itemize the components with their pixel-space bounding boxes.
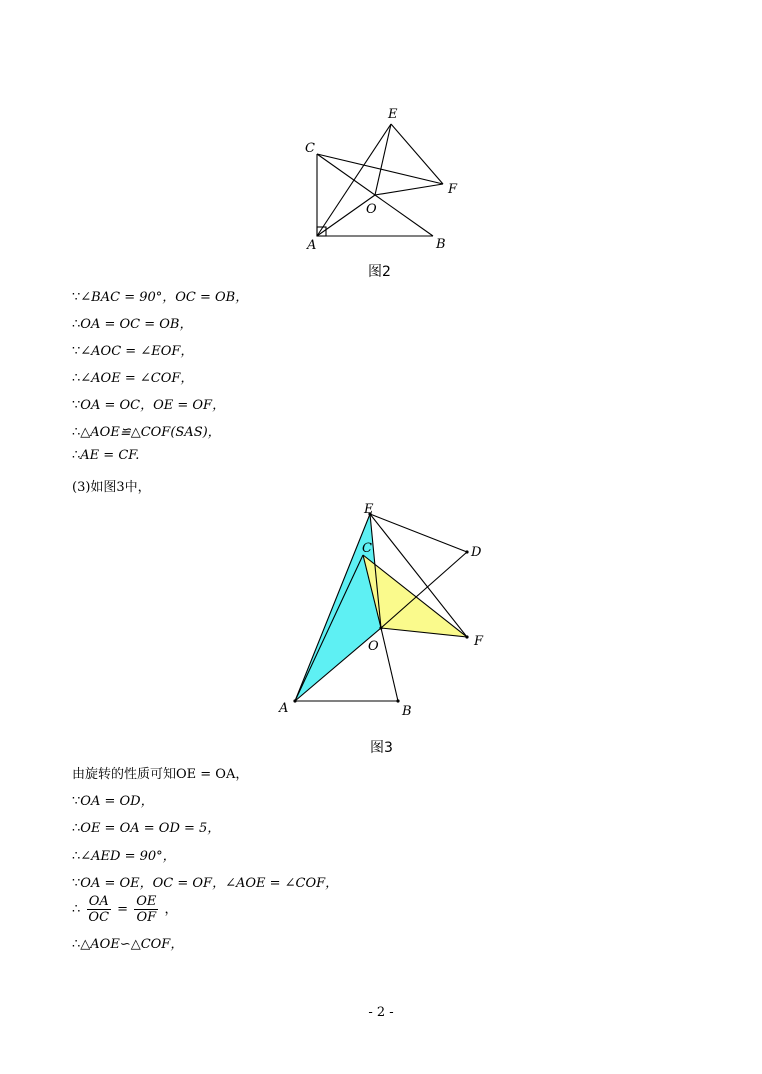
label-a: A — [279, 701, 289, 716]
point-b — [396, 699, 399, 702]
point-a — [293, 699, 296, 702]
proof-line: ∵∠BAC = 90°，OC = OB， — [72, 290, 249, 305]
proof-line: ∵OA = OC，OE = OF， — [72, 398, 226, 413]
figure-3-caption: 图3 — [370, 740, 393, 756]
point-f — [465, 635, 468, 638]
label-f: F — [474, 634, 484, 649]
label-c: C — [305, 141, 315, 156]
label-b: B — [402, 704, 412, 719]
fraction-oe-of: $\frac{OE}{OF}$ — [136, 894, 157, 925]
page-number: - 2 - — [368, 1005, 394, 1020]
point-o — [379, 626, 382, 629]
proof-line: ∵OA = OE，OC = OF，∠AOE = ∠COF， — [72, 876, 339, 891]
label-d: D — [471, 545, 482, 560]
label-a: A — [307, 238, 317, 253]
proof-line: ∴△AOE≌△COF(SAS)， — [72, 425, 221, 440]
segment-ob — [381, 628, 398, 701]
segment-ef — [391, 124, 443, 184]
part3-intro: (3)如图3中， — [72, 480, 151, 495]
segment-cf — [317, 154, 443, 184]
proof-line: ∴OA = OC = OB， — [72, 317, 193, 332]
label-e: E — [364, 502, 374, 517]
fraction-oa-oc: $\frac{OA}{OC}$ — [88, 894, 110, 925]
proof-line: ∴AE = CF. — [72, 448, 140, 463]
label-o: O — [366, 202, 377, 217]
point-d — [465, 550, 468, 553]
label-c: C — [362, 541, 372, 556]
proof-line: ∴△AOE∽△COF， — [72, 937, 184, 952]
segment-of — [375, 184, 443, 195]
segment-ae — [317, 124, 391, 236]
proof-line: ∴∠AOE = ∠COF， — [72, 371, 194, 386]
fraction-line: ∴ $\frac{OA}{OC}$ = $\frac{OE}{OF}$ ， — [72, 894, 178, 925]
proof-line: 由旋转的性质可知OE = OA， — [72, 767, 249, 782]
figure-2-caption: 图2 — [368, 264, 391, 280]
proof-line: ∵OA = OD， — [72, 794, 154, 809]
label-e: E — [388, 107, 398, 122]
proof-line: ∵∠AOC = ∠EOF， — [72, 344, 194, 359]
figure-3 — [0, 495, 762, 730]
figure-2 — [0, 0, 762, 290]
proof-line: ∴∠AED = 90°， — [72, 849, 176, 864]
label-f: F — [448, 182, 458, 197]
proof-line: ∴OE = OA = OD = 5， — [72, 821, 221, 836]
label-b: B — [436, 237, 446, 252]
segment-eo — [375, 124, 391, 195]
label-o: O — [368, 639, 379, 654]
